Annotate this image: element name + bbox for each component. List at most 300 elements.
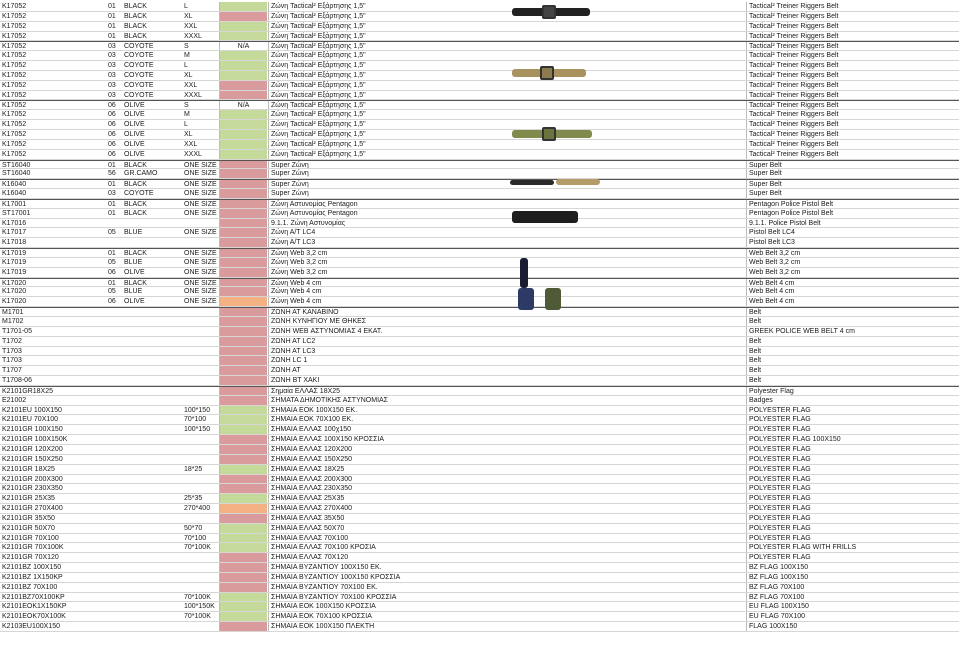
cell-code: K16040	[2, 181, 27, 189]
cell-cat: Super Belt	[746, 189, 959, 198]
cell-desc: ΖΩΝΗ ΑΤ LC3	[268, 347, 508, 356]
cell-desc: Ζώνη Tactical² Εξάρτησης 1,5"	[268, 61, 508, 70]
cell-desc: Ζώνη Tactical² Εξάρτησης 1,5"	[268, 101, 508, 109]
cell-cc: 05	[108, 229, 116, 237]
cell-cc	[108, 465, 122, 474]
cell-color: BLACK	[124, 279, 147, 287]
cell-color	[124, 602, 182, 611]
cell-cat: POLYESTER FLAG	[746, 514, 959, 523]
cell-code: K17019	[2, 250, 27, 257]
cell-cat: POLYESTER FLAG	[746, 406, 959, 415]
cell-color	[124, 543, 182, 552]
cell-code: ST17001	[2, 209, 31, 217]
cell-color: COYOTE	[124, 52, 154, 60]
table-row	[0, 524, 959, 534]
cell-color: BLACK	[124, 209, 147, 217]
cell-color	[124, 356, 182, 365]
table-row	[0, 484, 959, 494]
table-row	[0, 415, 959, 425]
cell-stock	[219, 169, 267, 178]
cell-cat: Polyester Flag	[746, 387, 959, 395]
cell-code: K17016	[2, 219, 27, 227]
cell-color	[124, 465, 182, 474]
cell-cat: Tactical² Treiner Riggers Belt	[746, 120, 959, 129]
table-row	[0, 366, 959, 376]
cell-cat: Belt	[746, 308, 959, 316]
cell-stock	[219, 2, 267, 11]
cell-stock	[219, 573, 267, 582]
cell-cc	[108, 524, 122, 533]
cell-desc: ΖΩΝΗ ΑΤ LC2	[268, 337, 508, 346]
cell-cat: POLYESTER FLAG	[746, 455, 959, 464]
cell-stock: N/A	[219, 101, 267, 109]
cell-desc: ΖΩΝΗ ΑΤ ΚΑΝΑΒΙΝΟ	[268, 308, 508, 316]
table-row	[0, 337, 959, 347]
table-row	[0, 91, 959, 101]
cell-code: K17052	[2, 22, 27, 30]
cell-stock	[219, 406, 267, 415]
cell-color: BLUE	[124, 258, 143, 266]
cell-color	[124, 219, 182, 228]
cell-size: 100*150	[184, 426, 211, 434]
cell-code: K2101BZ 100X150	[2, 564, 62, 572]
cell-desc: ΖΩΝΗ LC 1	[268, 356, 508, 365]
cell-code: K17052	[2, 91, 27, 99]
cell-code: K17052	[2, 71, 27, 79]
cell-cat: Tactical² Treiner Riggers Belt	[746, 22, 959, 31]
cell-stock	[219, 602, 267, 611]
cell-code: K17001	[2, 200, 27, 208]
cell-desc: ΣΗΜΑΙΑ ΕΟΚ 100Χ150 ΠΛΕΚΤΗ	[268, 622, 508, 631]
cell-cat: Pentagon Police Pistol Belt	[746, 209, 959, 218]
cell-cc: 03	[108, 43, 116, 51]
cell-size	[184, 366, 220, 375]
cell-color	[124, 406, 182, 415]
cell-color	[124, 238, 182, 247]
table-row	[0, 51, 959, 61]
cell-desc: ΣΗΜΑΙΑ ΕΟΚ 100Χ150 ΚΡΟΣΣΙΑ	[268, 602, 508, 611]
cell-desc: ΣΗΜΑΙΑ ΕΛΛΑΣ 150Χ250	[268, 455, 508, 464]
cell-code: K17052	[2, 111, 27, 119]
cell-color	[124, 534, 182, 543]
cell-cc	[108, 387, 122, 395]
cell-cc	[108, 484, 122, 493]
cell-cat: Web Belt 4 cm	[746, 287, 959, 296]
cell-size	[184, 396, 220, 405]
cell-cc: 06	[108, 298, 116, 306]
cell-cc	[108, 337, 122, 346]
table-row	[0, 22, 959, 32]
cell-code: K2101GR 70X100	[2, 534, 59, 542]
cell-size: XXXL	[184, 91, 202, 99]
cell-code: T1702	[2, 337, 22, 345]
cell-stock	[219, 484, 267, 493]
cell-cc	[108, 327, 122, 336]
cell-desc: Ζώνη Tactical² Εξάρτησης 1,5"	[268, 150, 508, 159]
table-row	[0, 602, 959, 612]
cell-stock	[219, 415, 267, 424]
cell-size: ONE SIZE	[184, 170, 217, 178]
cell-stock	[219, 543, 267, 552]
cell-color	[124, 524, 182, 533]
cell-cc	[108, 504, 122, 513]
cell-cc	[108, 583, 122, 592]
cell-cat: Web Belt 3,2 cm	[746, 249, 959, 257]
cell-stock: N/A	[219, 42, 267, 50]
cell-cat: Tactical² Treiner Riggers Belt	[746, 150, 959, 159]
table-row	[0, 327, 959, 337]
table-row	[0, 238, 959, 248]
cell-color	[124, 612, 182, 621]
cell-stock	[219, 297, 267, 306]
cell-desc: ΣΗΜΑΙΑ ΒΥΖΑΝΤΙΟΥ 70Χ100 ΚΡΟΣΣΙΑ	[268, 593, 508, 602]
table-row	[0, 435, 959, 445]
cell-cc	[108, 366, 122, 375]
cell-code: T1708-06	[2, 377, 32, 385]
cell-size	[184, 573, 220, 582]
cell-cat: Tactical² Treiner Riggers Belt	[746, 130, 959, 139]
cell-stock	[219, 200, 267, 208]
table-row	[0, 61, 959, 71]
cell-color: COYOTE	[124, 62, 154, 70]
cell-color: OLIVE	[124, 298, 145, 306]
cell-stock	[219, 475, 267, 484]
cell-color	[124, 337, 182, 346]
cell-cc: 03	[108, 52, 116, 60]
cell-code: K17020	[2, 288, 27, 296]
olive-belt-image	[512, 126, 592, 142]
cell-code: K17020	[2, 279, 27, 287]
cell-cat: POLYESTER FLAG	[746, 445, 959, 454]
cell-cc: 06	[108, 268, 116, 276]
cell-desc: Ζώνη Tactical² Εξάρτησης 1,5"	[268, 22, 508, 31]
cell-desc: ΣΗΜΑΙΑ ΒΥΖΑΝΤΙΟΥ 70Χ100 ΕΚ.	[268, 583, 508, 592]
table-row	[0, 396, 959, 406]
table-row	[0, 2, 959, 12]
cell-desc: Ζώνη Tactical² Εξάρτησης 1,5"	[268, 71, 508, 80]
cell-code: K2101BZ 1X150KP	[2, 573, 63, 581]
cell-cat: Tactical² Treiner Riggers Belt	[746, 51, 959, 60]
cell-code: K2101GR18X25	[2, 387, 53, 395]
cell-desc: Ζώνη Web 3,2 cm	[268, 268, 508, 277]
cell-stock	[219, 110, 267, 119]
cell-cc	[108, 317, 122, 326]
cell-code: ST16040	[2, 161, 31, 169]
cell-cat: GREEK POLICE WEB BELT 4 cm	[746, 327, 959, 336]
cell-stock	[219, 593, 267, 602]
cell-desc: ΖΩΝΗ ΒΤ ΧΑΚΙ	[268, 376, 508, 385]
cell-code: K2103EU100X150	[2, 623, 60, 631]
cell-stock	[219, 583, 267, 592]
table-row	[0, 130, 959, 140]
cell-cc	[108, 563, 122, 572]
cell-color: COYOTE	[124, 43, 154, 51]
cell-desc: Ζώνη Tactical² Εξάρτησης 1,5"	[268, 91, 508, 100]
coyote-belt-image	[512, 66, 586, 80]
cell-cat: Tactical² Treiner Riggers Belt	[746, 42, 959, 50]
table-row	[0, 504, 959, 514]
cell-color: BLUE	[124, 288, 143, 296]
cell-size: XL	[184, 12, 193, 20]
cell-stock	[219, 524, 267, 533]
cell-cat: Tactical² Treiner Riggers Belt	[746, 32, 959, 41]
cell-cc: 03	[108, 91, 116, 99]
cell-color: OLIVE	[124, 111, 145, 119]
cell-desc: Super Ζώνη	[268, 189, 508, 198]
cell-size	[184, 484, 220, 493]
cell-cat: EU FLAG 100X150	[746, 602, 959, 611]
cell-code: K17017	[2, 229, 27, 237]
cell-code: K2101GR 270X400	[2, 505, 63, 513]
cell-color: BLACK	[124, 32, 147, 40]
table-row	[0, 32, 959, 42]
cell-size: 270*400	[184, 505, 211, 513]
cell-color: OLIVE	[124, 140, 145, 148]
cell-cat: Pistol Belt LC4	[746, 228, 959, 237]
cell-code: K17052	[2, 140, 27, 148]
cell-color	[124, 504, 182, 513]
table-row	[0, 41, 959, 51]
table-row	[0, 219, 959, 229]
cell-stock	[219, 209, 267, 218]
cell-code: ST16040	[2, 170, 31, 178]
cell-code: E21002	[2, 396, 27, 404]
cell-color: BLUE	[124, 229, 143, 237]
cell-cc: 01	[108, 32, 116, 40]
cell-cat: BZ FLAG 100X150	[746, 563, 959, 572]
cell-stock	[219, 287, 267, 296]
cell-stock	[219, 61, 267, 70]
cell-cat: POLYESTER FLAG WITH FRILLS	[746, 543, 959, 552]
cell-cat: FLAG 100X150	[746, 622, 959, 631]
cell-code: K17052	[2, 121, 27, 129]
cell-stock	[219, 514, 267, 523]
table-row	[0, 189, 959, 199]
cell-size	[184, 308, 220, 316]
cell-size: XXL	[184, 22, 198, 30]
cell-size: ONE SIZE	[184, 279, 217, 287]
cell-desc: 9.1.1. Ζώνη Αστυνομίας	[268, 219, 508, 228]
cell-color	[124, 376, 182, 385]
cell-color: GR.CAMO	[124, 170, 158, 178]
cell-size	[184, 387, 220, 395]
cell-cc	[108, 219, 122, 228]
cell-desc: ΣΗΜΑΙΑ ΒΥΖΑΝΤΙΟΥ 100Χ150 ΚΡΟΣΣΙΑ	[268, 573, 508, 582]
spreadsheet	[0, 2, 959, 632]
cell-size: XL	[184, 71, 193, 79]
cell-size: XXL	[184, 140, 198, 148]
cell-color	[124, 317, 182, 326]
cell-desc: Ζώνη Web 3,2 cm	[268, 249, 508, 257]
cell-code: K17052	[2, 52, 27, 60]
cell-code: K17052	[2, 150, 27, 158]
cell-stock	[219, 534, 267, 543]
cell-size: L	[184, 3, 188, 10]
cell-code: K17052	[2, 62, 27, 70]
cell-cat: POLYESTER FLAG	[746, 465, 959, 474]
cell-cc	[108, 425, 122, 434]
cell-cat: POLYESTER FLAG 100X150	[746, 435, 959, 444]
cell-code: K17052	[2, 32, 27, 40]
cell-cc: 56	[108, 170, 116, 178]
cell-cat: Belt	[746, 347, 959, 356]
table-row	[0, 583, 959, 593]
cell-code: K2101GR 230X350	[2, 485, 63, 493]
cell-cc	[108, 455, 122, 464]
cell-cc	[108, 406, 122, 415]
cell-size	[184, 622, 220, 631]
cell-stock	[219, 140, 267, 149]
cell-cat: Tactical² Treiner Riggers Belt	[746, 101, 959, 109]
cell-desc: Ζώνη Tactical² Εξάρτησης 1,5"	[268, 32, 508, 41]
table-row	[0, 406, 959, 416]
table-row	[0, 543, 959, 553]
table-row	[0, 622, 959, 632]
cell-code: K17020	[2, 298, 27, 306]
cell-color	[124, 435, 182, 444]
cell-cc	[108, 573, 122, 582]
cell-size	[184, 219, 220, 228]
cell-cc	[108, 376, 122, 385]
cell-desc: ΣΗΜΑΙΑ ΕΛΛΑΣ 200Χ300	[268, 475, 508, 484]
cell-cat: Super Belt	[746, 161, 959, 169]
table-row	[0, 455, 959, 465]
cell-desc: Ζώνη Tactical² Εξάρτησης 1,5"	[268, 2, 508, 11]
cell-code: K17018	[2, 239, 27, 247]
cell-color	[124, 445, 182, 454]
cell-color	[124, 553, 182, 562]
cell-cc: 05	[108, 258, 116, 266]
black-belt-image	[512, 5, 590, 19]
cell-color: COYOTE	[124, 91, 154, 99]
cell-color	[124, 327, 182, 336]
cell-desc: Ζώνη Web 4 cm	[268, 297, 508, 306]
table-row	[0, 465, 959, 475]
cell-color	[124, 425, 182, 434]
cell-cat: POLYESTER FLAG	[746, 524, 959, 533]
cell-cat: Tactical² Treiner Riggers Belt	[746, 71, 959, 80]
cell-color	[124, 366, 182, 375]
table-row	[0, 179, 959, 189]
cell-desc: Ζώνη Tactical² Εξάρτησης 1,5"	[268, 110, 508, 119]
cell-stock	[219, 317, 267, 326]
cell-size: ONE SIZE	[184, 200, 217, 208]
cell-stock	[219, 32, 267, 41]
cell-size	[184, 238, 220, 247]
cell-desc: Ζώνη Tactical² Εξάρτησης 1,5"	[268, 51, 508, 60]
cell-stock	[219, 455, 267, 464]
cell-cc: 03	[108, 190, 116, 198]
cell-cc	[108, 308, 122, 316]
cell-cat: POLYESTER FLAG	[746, 534, 959, 543]
cell-desc: ΣΗΜΑΙΑ ΕΟΚ 70Χ100 ΕΚ.	[268, 415, 508, 424]
cell-color: OLIVE	[124, 102, 145, 110]
cell-desc: Ζώνη Tactical² Εξάρτησης 1,5"	[268, 12, 508, 21]
cell-stock	[219, 387, 267, 395]
cell-size: 70*100K	[184, 613, 211, 621]
cell-cat: Belt	[746, 337, 959, 346]
cell-size	[184, 553, 220, 562]
cell-cat: BZ FLAG 70X100	[746, 583, 959, 592]
cell-code: M1701	[2, 309, 24, 316]
cell-stock	[219, 91, 267, 100]
cell-stock	[219, 435, 267, 444]
cell-stock	[219, 337, 267, 346]
cell-cat: Web Belt 4 cm	[746, 279, 959, 287]
cell-color	[124, 455, 182, 464]
cell-cat: Tactical² Treiner Riggers Belt	[746, 81, 959, 90]
table-row	[0, 573, 959, 583]
cell-size: ONE SIZE	[184, 298, 217, 306]
cell-code: K2101BZ70X100KP	[2, 593, 65, 601]
cell-desc: ΣΗΜΑΙΑ ΕΛΛΑΣ 50Χ70	[268, 524, 508, 533]
cell-desc: ΣΗΜΑΙΑ ΕΛΛΑΣ 270Χ400	[268, 504, 508, 513]
cell-color: OLIVE	[124, 130, 145, 138]
cell-stock	[219, 465, 267, 474]
cell-cc	[108, 396, 122, 405]
cell-code: K2101EOK70X100K	[2, 613, 66, 621]
cell-code: K17052	[2, 130, 27, 138]
cell-cc: 06	[108, 130, 116, 138]
cell-desc: ΣΗΜΑΙΑ ΕΟΚ 70Χ100 ΚΡΟΣΣΙΑ	[268, 612, 508, 621]
cell-cat: BZ FLAG 70X100	[746, 593, 959, 602]
cell-size: ONE SIZE	[184, 161, 217, 169]
cell-desc: Ζώνη Αστυνομίας Pentagon	[268, 200, 508, 208]
cell-cc: 01	[108, 3, 116, 10]
cell-cat: Badges	[746, 396, 959, 405]
table-row	[0, 268, 959, 278]
cell-stock	[219, 622, 267, 631]
cell-size: XXXL	[184, 150, 202, 158]
super-belt-black-image	[510, 178, 554, 188]
cell-code: K17052	[2, 81, 27, 89]
cell-stock	[219, 130, 267, 139]
cell-stock	[219, 366, 267, 375]
cell-stock	[219, 51, 267, 60]
cell-color	[124, 396, 182, 405]
cell-desc: Ζώνη Α/Τ LC4	[268, 228, 508, 237]
table-row	[0, 160, 959, 170]
cell-cat: POLYESTER FLAG	[746, 494, 959, 503]
cell-size: 25*35	[184, 495, 203, 503]
cell-desc: ΣΗΜΑΙΑ ΕΛΛΑΣ 70Χ120	[268, 553, 508, 562]
cell-desc: ΣΗΜΑΙΑ ΕΛΛΑΣ 70Χ100	[268, 534, 508, 543]
cell-cat: Belt	[746, 366, 959, 375]
cell-color	[124, 387, 182, 395]
cell-size: ONE SIZE	[184, 181, 217, 189]
table-row	[0, 593, 959, 603]
cell-color	[124, 494, 182, 503]
cell-cc: 01	[108, 12, 116, 20]
cell-size: 70*100K	[184, 544, 211, 552]
table-row	[0, 475, 959, 485]
cell-size: ONE SIZE	[184, 229, 217, 237]
cell-stock	[219, 376, 267, 385]
cell-stock	[219, 189, 267, 198]
cell-size: 50*70	[184, 524, 203, 532]
cell-code: K16040	[2, 190, 27, 198]
cell-color: OLIVE	[124, 268, 145, 276]
cell-cat: Tactical² Treiner Riggers Belt	[746, 91, 959, 100]
cell-color: OLIVE	[124, 150, 145, 158]
cell-desc: Ζώνη Web 3,2 cm	[268, 258, 508, 267]
cell-code: T1703	[2, 357, 22, 365]
cell-color	[124, 593, 182, 602]
cell-cc	[108, 534, 122, 543]
cell-cc: 06	[108, 111, 116, 119]
cell-stock	[219, 356, 267, 365]
cell-stock	[219, 22, 267, 31]
